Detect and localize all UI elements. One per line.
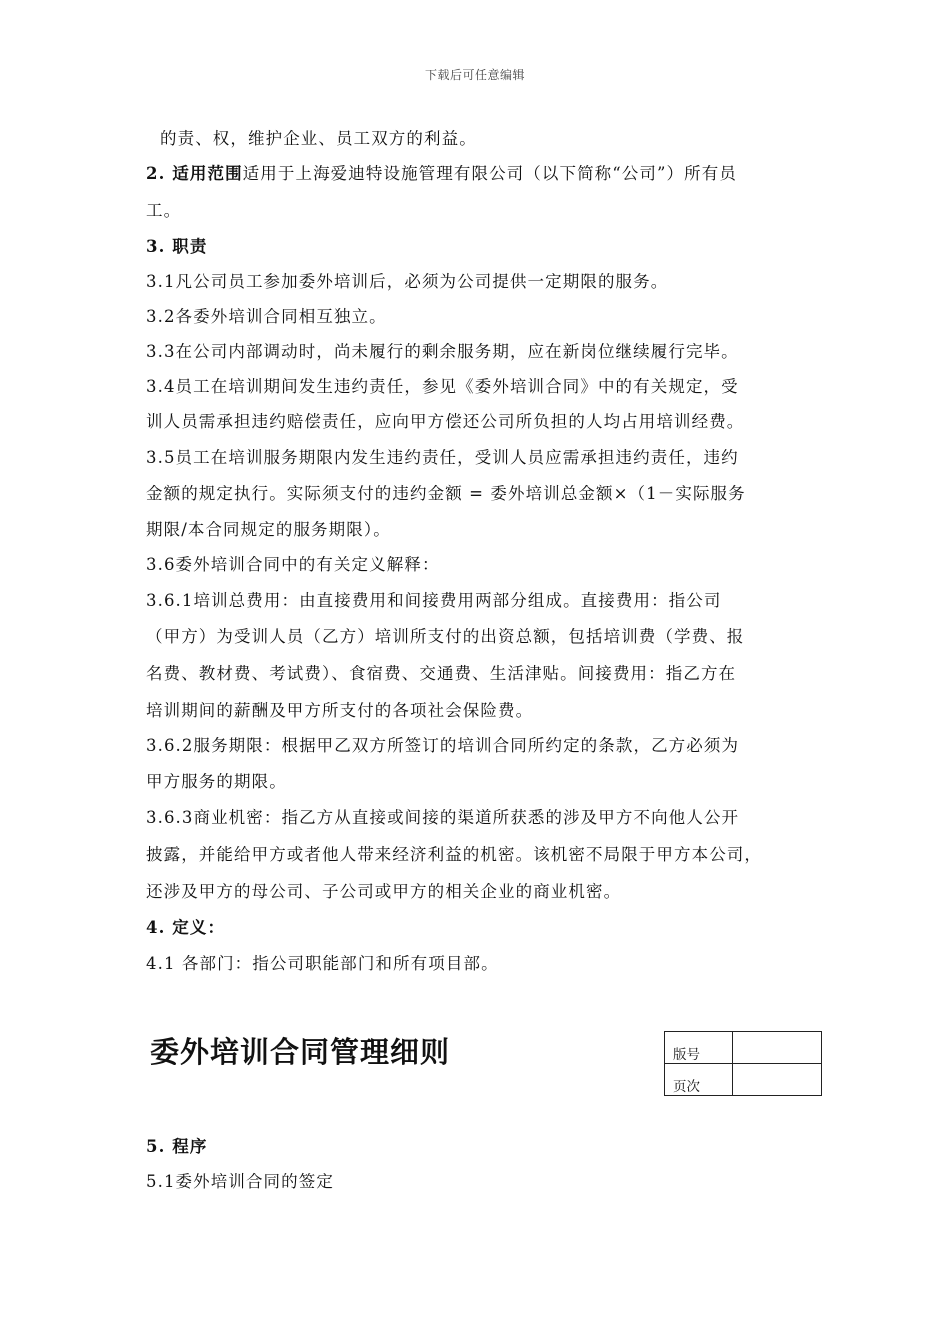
text-line: 3.1凡公司员工参加委外培训后，必须为公司提供一定期限的服务。: [146, 272, 669, 291]
text-line: 3.5员工在培训服务期限内发生违约责任，受训人员应需承担违约责任，违约: [146, 448, 739, 467]
text-line: （甲方）为受训人员（乙方）培训所支付的出资总额，包括培训费（学费、报: [146, 627, 745, 646]
text-line: 3.6.1培训总费用：由直接费用和间接费用两部分组成。直接费用：指公司: [146, 591, 722, 610]
text-line: 期限/本合同规定的服务期限）。: [146, 520, 391, 539]
text-line: 3.6.2服务期限：根据甲乙双方所签订的培训合同所约定的条款，乙方必须为: [146, 736, 740, 755]
page-label: 页次: [665, 1064, 733, 1096]
text-line: 的责、权，维护企业、员工双方的利益。: [160, 129, 477, 148]
text-line: 训人员需承担违约赔偿责任，应向甲方偿还公司所负担的人均占用培训经费。: [146, 412, 745, 431]
section-heading: 4. 定义：: [146, 918, 226, 937]
section-heading: 5. 程序: [146, 1137, 208, 1156]
version-page-table: [664, 1031, 822, 1096]
text-line: 金额的规定执行。实际须支付的违约金额 = 委外培训总金额×（1－实际服务: [146, 484, 746, 503]
page-value: [733, 1064, 822, 1096]
text-line: 培训期间的薪酬及甲方所支付的各项社会保险费。: [146, 701, 534, 720]
text-line: 甲方服务的期限。: [146, 772, 287, 791]
text-line: 披露，并能给甲方或者他人带来经济利益的机密。该机密不局限于甲方本公司，: [146, 845, 762, 864]
text-line: 3.3在公司内部调动时，尚未履行的剩余服务期，应在新岗位继续履行完毕。: [146, 342, 739, 361]
text-line: 工。: [146, 201, 182, 220]
text-line: 3.2各委外培训合同相互独立。: [146, 307, 387, 326]
text-line: 还涉及甲方的母公司、子公司或甲方的相关企业的商业机密。: [146, 882, 622, 901]
text-line: 名费、教材费、考试费）、食宿费、交通费、生活津贴。间接费用：指乙方在: [146, 664, 737, 683]
version-value: [733, 1032, 822, 1064]
section-heading: 3. 职责: [146, 237, 208, 256]
text-line: 3.6委外培训合同中的有关定义解释：: [146, 555, 440, 574]
download-note: 下载后可任意编辑: [424, 68, 525, 82]
text-line: 3.6.3商业机密：指乙方从直接或间接的渠道所获悉的涉及甲方不向他人公开: [146, 808, 740, 827]
text-line: 3.4员工在培训期间发生违约责任，参见《委外培训合同》中的有关规定，受: [146, 377, 739, 396]
version-label: 版号: [665, 1032, 733, 1064]
text-line: 5.1委外培训合同的签定: [146, 1172, 334, 1191]
document-title: 委外培训合同管理细则: [150, 1035, 451, 1069]
text-line: 2. 适用范围适用于上海爱迪特设施管理有限公司（以下简称“公司”）所有员: [146, 164, 737, 183]
text-line: 4.1 各部门：指公司职能部门和所有项目部。: [146, 954, 499, 973]
